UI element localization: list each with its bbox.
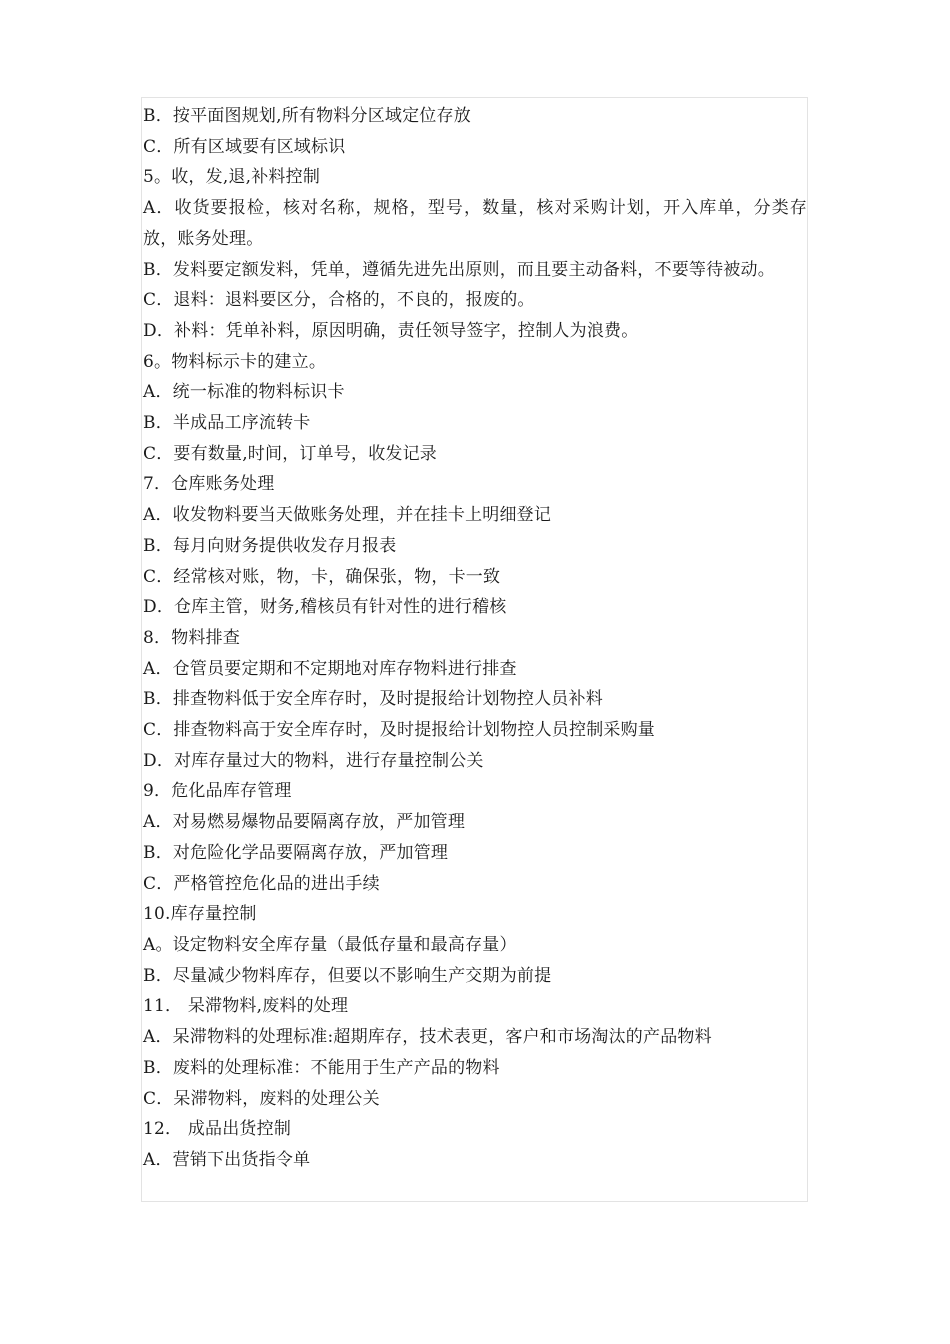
text-line: A．对易燃易爆物品要隔离存放，严加管理 [143, 812, 466, 833]
text-line: B．尽量减少物料库存，但要以不影响生产交期为前提 [143, 965, 552, 986]
text-line: A．收发物料要当天做账务处理，并在挂卡上明细登记 [143, 505, 552, 526]
text-line: A．呆滞物料的处理标准:超期库存，技术表更，客户和市场淘汰的产品物料 [143, 1027, 712, 1048]
section-heading: 11． 呆滞物料,废料的处理 [143, 996, 349, 1017]
text-line: C．所有区域要有区域标识 [143, 136, 346, 157]
text-line: A。设定物料安全库存量（最低存量和最高存量） [143, 934, 517, 955]
text-line: D．对库存量过大的物料，进行存量控制公关 [143, 750, 484, 771]
section-heading: 7．仓库账务处理 [143, 474, 275, 495]
text-line: D．补料：凭单补料，原因明确，责任领导签字，控制人为浪费。 [143, 320, 639, 341]
section-heading: 12． 成品出货控制 [143, 1119, 292, 1140]
text-line: B．废料的处理标准：不能用于生产产品的物料 [143, 1057, 500, 1078]
text-line: D．仓库主管，财务,稽核员有针对性的进行稽核 [143, 597, 507, 618]
text-line: B．每月向财务提供收发存月报表 [143, 535, 397, 556]
text-line: C．退料：退料要区分，合格的，不良的，报废的。 [143, 290, 535, 311]
section-heading: 9．危化品库存管理 [143, 781, 292, 802]
text-paragraph: A．收货要报检，核对名称，规格，型号，数量，核对采购计划，开入库单，分类存放，账务处理。 [143, 198, 807, 249]
section-heading: 6。物料标示卡的建立。 [143, 351, 327, 372]
text-line: C．排查物料高于安全库存时，及时提报给计划物控人员控制采购量 [143, 720, 656, 741]
text-paragraph: B．发料要定额发料，凭单，遵循先进先出原则，而且要主动备料，不要等待被动。 [143, 259, 775, 280]
section-heading: 10.库存量控制 [143, 904, 257, 925]
text-line: B．半成品工序流转卡 [143, 413, 311, 434]
text-line: B．对危险化学品要隔离存放，严加管理 [143, 842, 449, 863]
text-line: A．仓管员要定期和不定期地对库存物料进行排查 [143, 658, 517, 679]
text-line: A．营销下出货指令单 [143, 1149, 311, 1170]
text-line: C．呆滞物料，废料的处理公关 [143, 1088, 380, 1109]
text-line: B．按平面图规划,所有物料分区域定位存放 [143, 106, 471, 126]
text-line: C．要有数量,时间，订单号，收发记录 [143, 443, 438, 464]
document-body [143, 101, 807, 1176]
section-heading: 5。收，发,退,补料控制 [143, 167, 321, 188]
text-line: B．排查物料低于安全库存时，及时提报给计划物控人员补料 [143, 689, 603, 710]
section-heading: 8．物料排查 [143, 627, 241, 648]
text-line: C．经常核对账，物，卡，确保张，物，卡一致 [143, 566, 501, 587]
text-line: A．统一标准的物料标识卡 [143, 382, 345, 403]
text-line: C．严格管控危化品的进出手续 [143, 873, 380, 894]
